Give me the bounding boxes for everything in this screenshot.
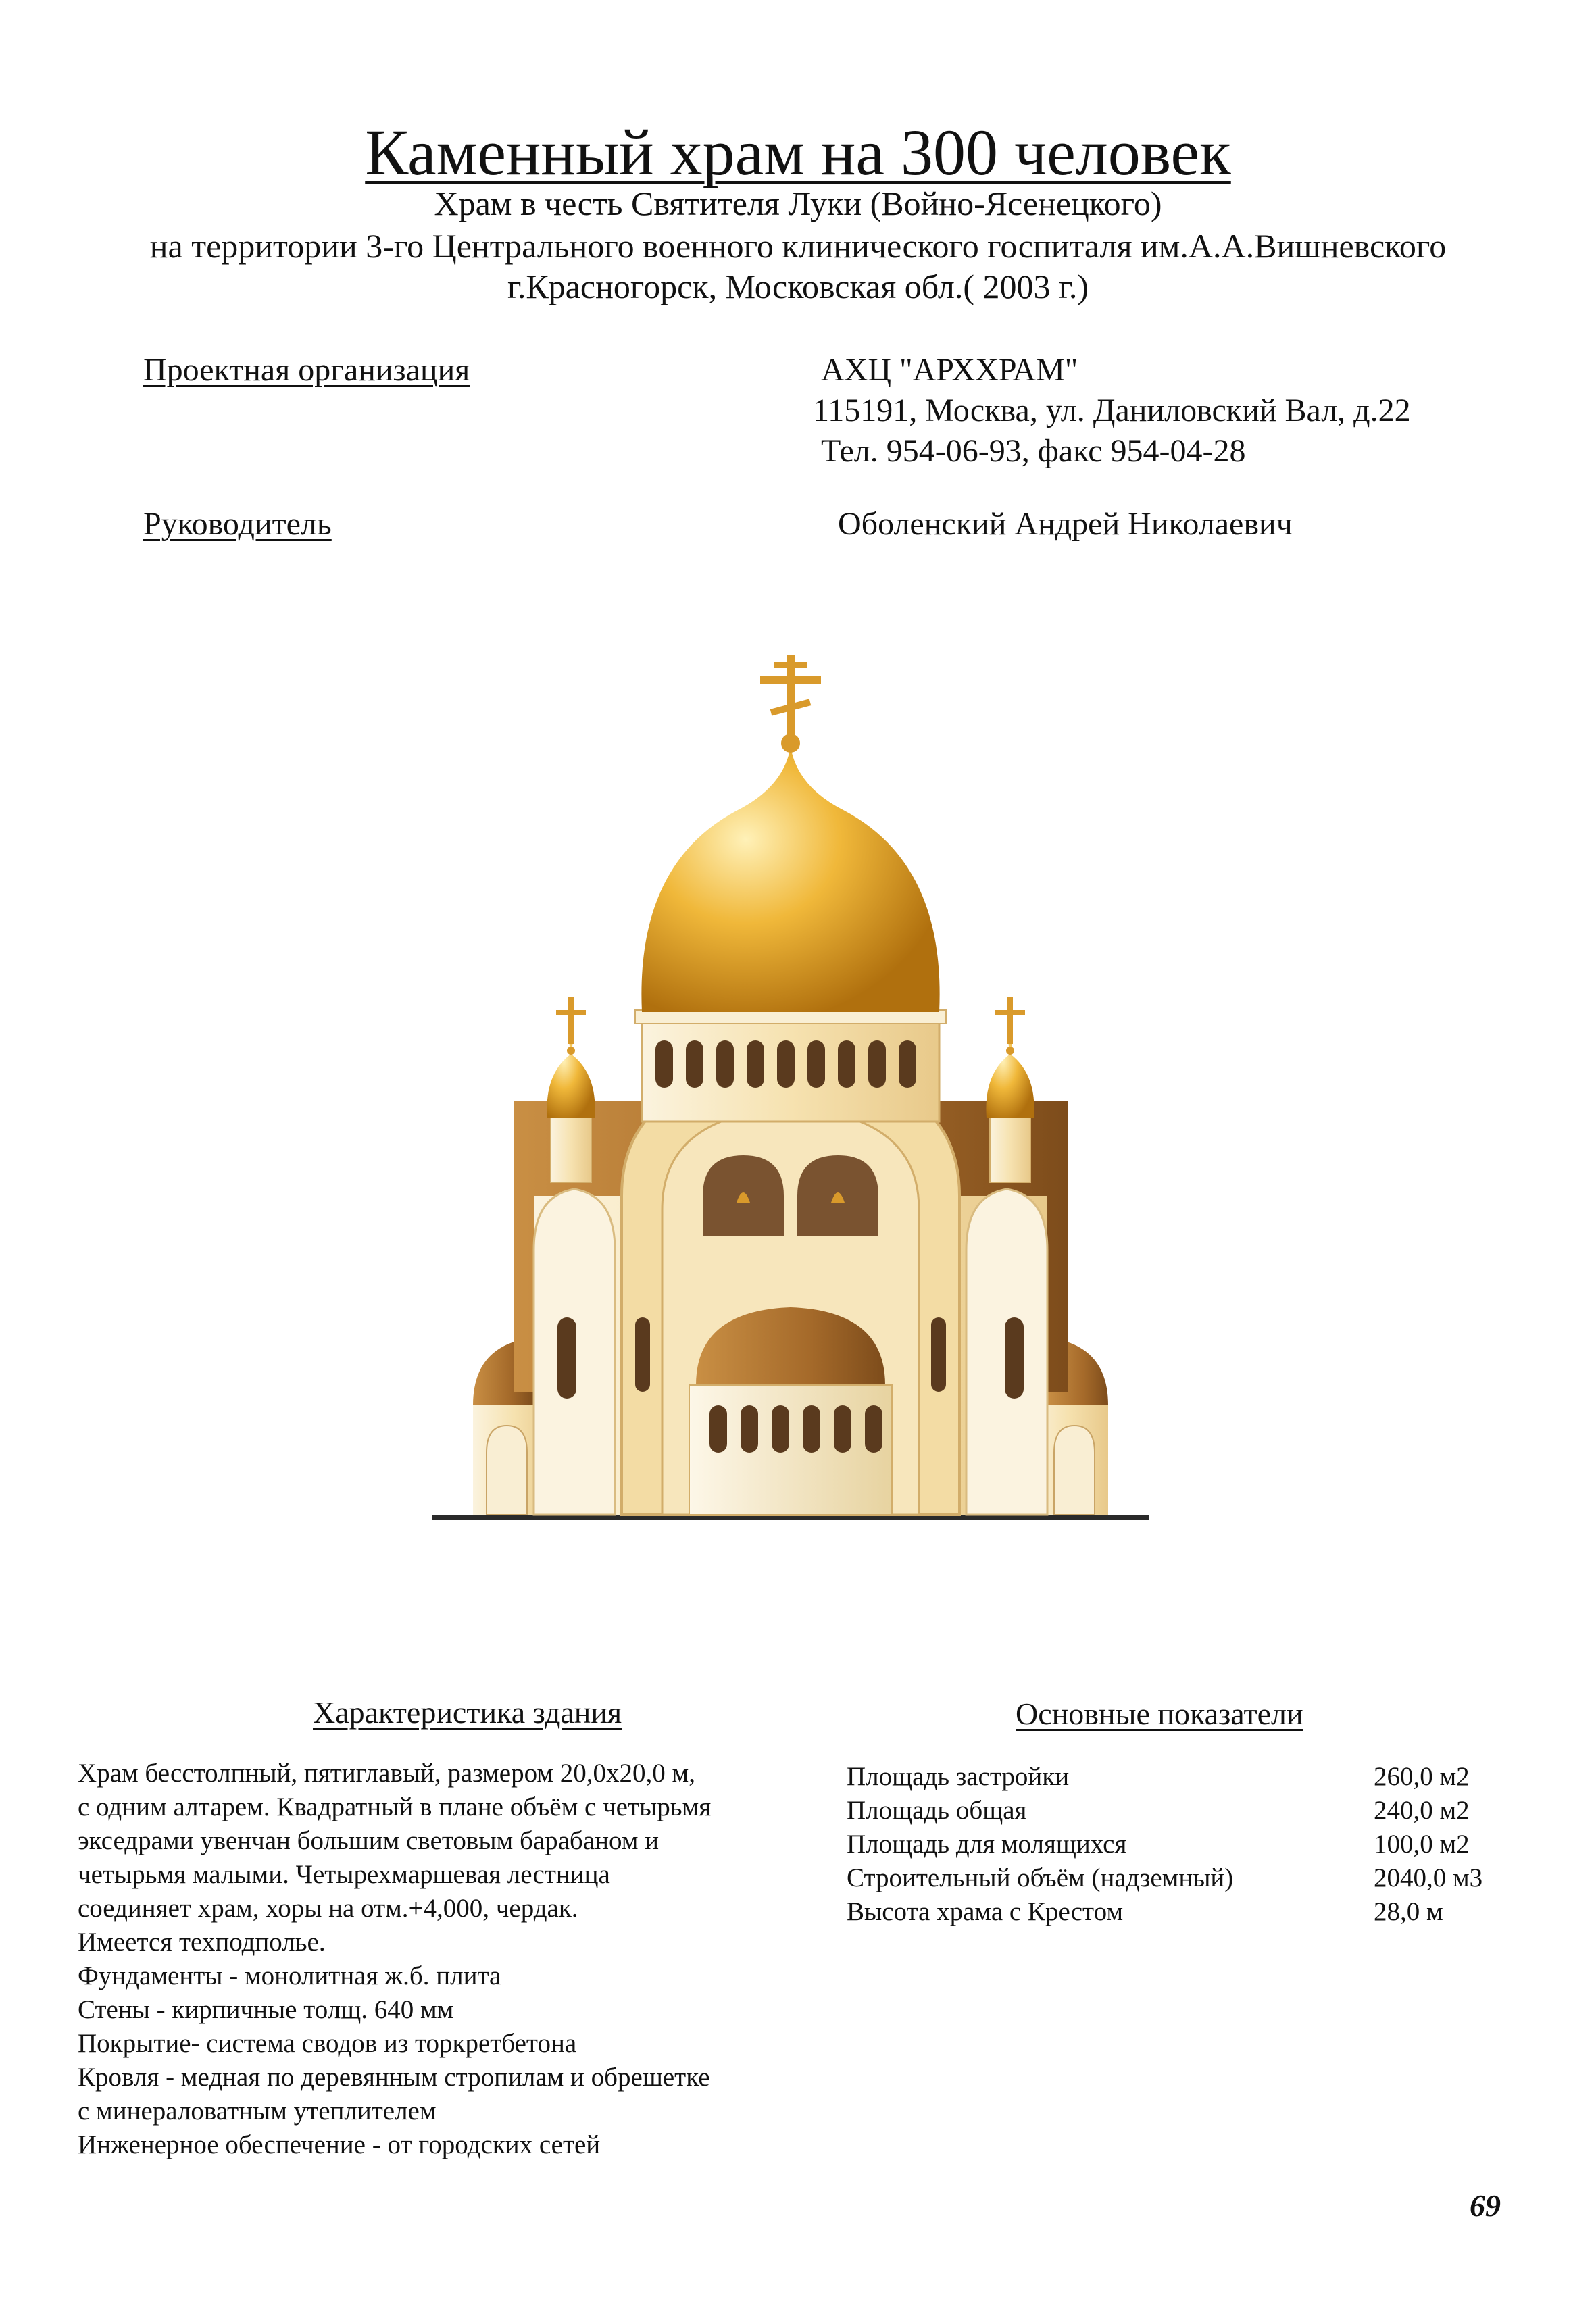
- characteristics-line: с минераловатным утеплителем: [78, 2096, 437, 2126]
- characteristics-line: Храм бесстолпный, пятиглавый, размером 20,0х20,0 м,: [78, 1759, 695, 1788]
- indicator-row: [847, 1861, 1522, 1895]
- characteristics-line: экседрами увенчан большим световым барабаном и: [78, 1826, 659, 1855]
- characteristics-line: Инженерное обеспечение - от городских сетей: [78, 2130, 601, 2159]
- head-name: Оболенский Андрей Николаевич: [838, 506, 1293, 542]
- characteristics-line: четырьмя малыми. Четырехмаршевая лестница: [78, 1860, 610, 1889]
- characteristics-line: с одним алтарем. Квадратный в плане объём с четырьмя: [78, 1792, 712, 1821]
- indicator-value: 100,0 м2: [1374, 1830, 1470, 1859]
- characteristics-line: Покрытие- система сводов из торкретбетона: [78, 2029, 577, 2058]
- indicator-name: Высота храма с Крестом: [847, 1897, 1124, 1926]
- characteristics-line: соединяет храм, хоры на отм.+4,000, чердак.: [78, 1894, 578, 1923]
- organization-label: Проектная организация: [143, 352, 470, 388]
- characteristics-line: Кровля - медная по деревянным стропилам и обрешетке: [78, 2063, 710, 2092]
- organization-phone: Тел. 954-06-93, факс 954-04-28: [821, 433, 1246, 469]
- organization-name: АХЦ "АРХХРАМ": [821, 352, 1078, 388]
- church-facade-illustration: [419, 642, 1162, 1534]
- head-label: Руководитель: [143, 506, 332, 542]
- indicator-value: 28,0 м: [1374, 1897, 1443, 1926]
- characteristics-heading: Характеристика здания: [313, 1695, 622, 1730]
- indicator-value: 260,0 м2: [1374, 1762, 1470, 1791]
- indicator-name: Строительный объём (надземный): [847, 1863, 1234, 1892]
- characteristics-line: Имеется техподполье.: [78, 1928, 326, 1957]
- indicator-value: 2040,0 м3: [1374, 1863, 1483, 1892]
- indicator-row: [847, 1895, 1522, 1929]
- indicator-name: Площадь для молящихся: [847, 1830, 1127, 1859]
- subtitle-dedication: Храм в честь Святителя Луки (Войно-Ясенецкого): [434, 184, 1162, 222]
- indicators-table: [847, 1760, 1522, 1929]
- indicator-row: [847, 1760, 1522, 1794]
- indicators-heading: Основные показатели: [1016, 1696, 1303, 1731]
- indicator-name: Площадь общая: [847, 1796, 1027, 1825]
- page-number: 69: [1470, 2188, 1501, 2223]
- subtitle-city-year: г.Красногорск, Московская обл.( 2003 г.): [507, 268, 1089, 305]
- organization-address: 115191, Москва, ул. Даниловский Вал, д.22: [813, 393, 1411, 428]
- characteristics-line: Стены - кирпичные толщ. 640 мм: [78, 1995, 454, 2024]
- page-title: Каменный храм на 300 человек: [365, 116, 1231, 188]
- characteristics-text: [78, 1757, 711, 2162]
- subtitle-location: на территории 3-го Центрального военного клинического госпиталя им.А.А.Вишневского: [149, 227, 1447, 265]
- characteristics-line: Фундаменты - монолитная ж.б. плита: [78, 1961, 501, 1990]
- indicator-row: [847, 1828, 1522, 1861]
- indicator-value: 240,0 м2: [1374, 1796, 1470, 1825]
- indicator-row: [847, 1794, 1522, 1828]
- indicator-name: Площадь застройки: [847, 1762, 1070, 1791]
